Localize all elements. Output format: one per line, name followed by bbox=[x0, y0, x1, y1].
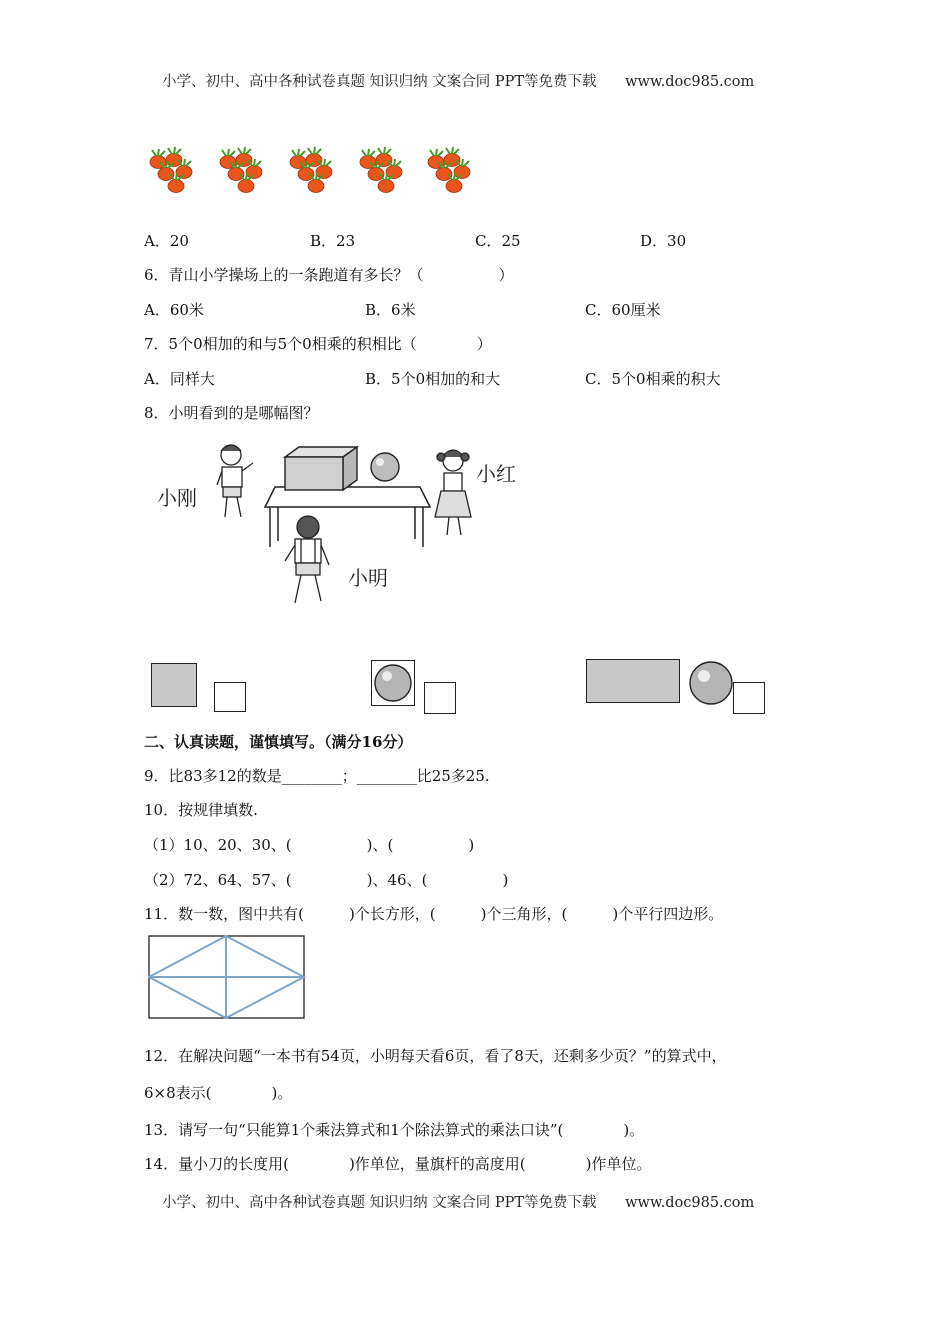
header-url: www.doc985.com bbox=[625, 74, 755, 90]
page-header bbox=[162, 70, 754, 91]
q10-stem: 10．按规律填数. bbox=[144, 801, 258, 819]
label-xiaoming: 小明 bbox=[348, 566, 388, 590]
carrot-groups-figure bbox=[140, 140, 480, 205]
q8-stem: 8．小明看到的是哪幅图？ bbox=[144, 404, 319, 422]
q5-option-c[interactable]: C．25 bbox=[475, 232, 521, 250]
label-xiaogang: 小刚 bbox=[157, 486, 197, 510]
table-icon bbox=[265, 487, 430, 547]
boy-xiaogang-icon bbox=[217, 445, 253, 517]
carrot-group-3 bbox=[290, 147, 332, 193]
q13-text[interactable]: 13．请写一句“只能算1个乘法算式和1个除法算式的乘法口诀”( )。 bbox=[144, 1121, 645, 1139]
q10-line-1[interactable]: （1）10、20、30、( )、( ) bbox=[144, 836, 475, 854]
q11-text[interactable]: 11．数一数，图中共有( )个长方形，( )个三角形，( )个平行四边形。 bbox=[144, 905, 724, 923]
choice-3-ball-icon bbox=[688, 660, 734, 706]
q7-stem: 7．5个0相加的和与5个0相乘的积相比（ ） bbox=[144, 335, 492, 353]
ball-icon bbox=[371, 453, 399, 481]
q5-option-d[interactable]: D．30 bbox=[640, 232, 687, 250]
header-text: 小学、初中、高中各种试卷真题 知识归纳 文案合同 PPT等免费下载 bbox=[162, 74, 597, 90]
carrot-group-1 bbox=[150, 147, 192, 193]
choice-1-answer-box[interactable] bbox=[214, 682, 246, 712]
q5-option-b[interactable]: B．23 bbox=[310, 232, 356, 250]
carrot-group-4 bbox=[360, 147, 402, 193]
label-xiaohong: 小红 bbox=[476, 462, 516, 486]
choice-2-answer-box[interactable] bbox=[424, 682, 456, 714]
q9-text[interactable]: 9．比83多12的数是________；________比25多25. bbox=[144, 767, 490, 785]
choice-2-ball-icon bbox=[371, 661, 415, 705]
choice-3-answer-box[interactable] bbox=[733, 682, 765, 714]
footer-url: www.doc985.com bbox=[625, 1195, 755, 1211]
girl-xiaohong-icon bbox=[435, 450, 471, 535]
boy-xiaoming-icon bbox=[285, 516, 329, 603]
q14-text[interactable]: 14．量小刀的长度用( )作单位，量旗杆的高度用( )作单位。 bbox=[144, 1155, 652, 1173]
q7-option-b[interactable]: B．5个0相加的和大 bbox=[365, 370, 501, 388]
cuboid-icon bbox=[285, 447, 357, 490]
q7-option-c[interactable]: C．5个0相乘的积大 bbox=[585, 370, 721, 388]
q6-option-c[interactable]: C．60厘米 bbox=[585, 301, 661, 319]
q12-line-1: 12．在解决问题“一本书有54页，小明每天看6页，看了8天，还剩多少页？”的算式中， bbox=[144, 1047, 727, 1065]
carrot-group-5 bbox=[428, 147, 470, 193]
q10-line-2[interactable]: （2）72、64、57、( )、46、( ) bbox=[144, 871, 509, 889]
section-2-title: 二、认真读题，谨慎填写。（满分16分） bbox=[144, 733, 413, 751]
q7-option-a[interactable]: A．同样大 bbox=[144, 370, 215, 388]
carrot-group-2 bbox=[220, 147, 262, 193]
q6-option-a[interactable]: A．60米 bbox=[144, 301, 204, 319]
page-footer bbox=[162, 1191, 754, 1212]
q12-line-2[interactable]: 6×8表示( )。 bbox=[144, 1084, 293, 1102]
q6-option-b[interactable]: B．6米 bbox=[365, 301, 416, 319]
q6-stem: 6．青山小学操场上的一条跑道有多长？（ ） bbox=[144, 266, 514, 284]
choice-3-rectangle-icon bbox=[586, 659, 680, 703]
choice-1-square-icon bbox=[151, 663, 197, 707]
q5-option-a[interactable]: A．20 bbox=[144, 232, 189, 250]
footer-text: 小学、初中、高中各种试卷真题 知识归纳 文案合同 PPT等免费下载 bbox=[162, 1195, 597, 1211]
q11-rectangle-diagram bbox=[148, 935, 308, 1021]
